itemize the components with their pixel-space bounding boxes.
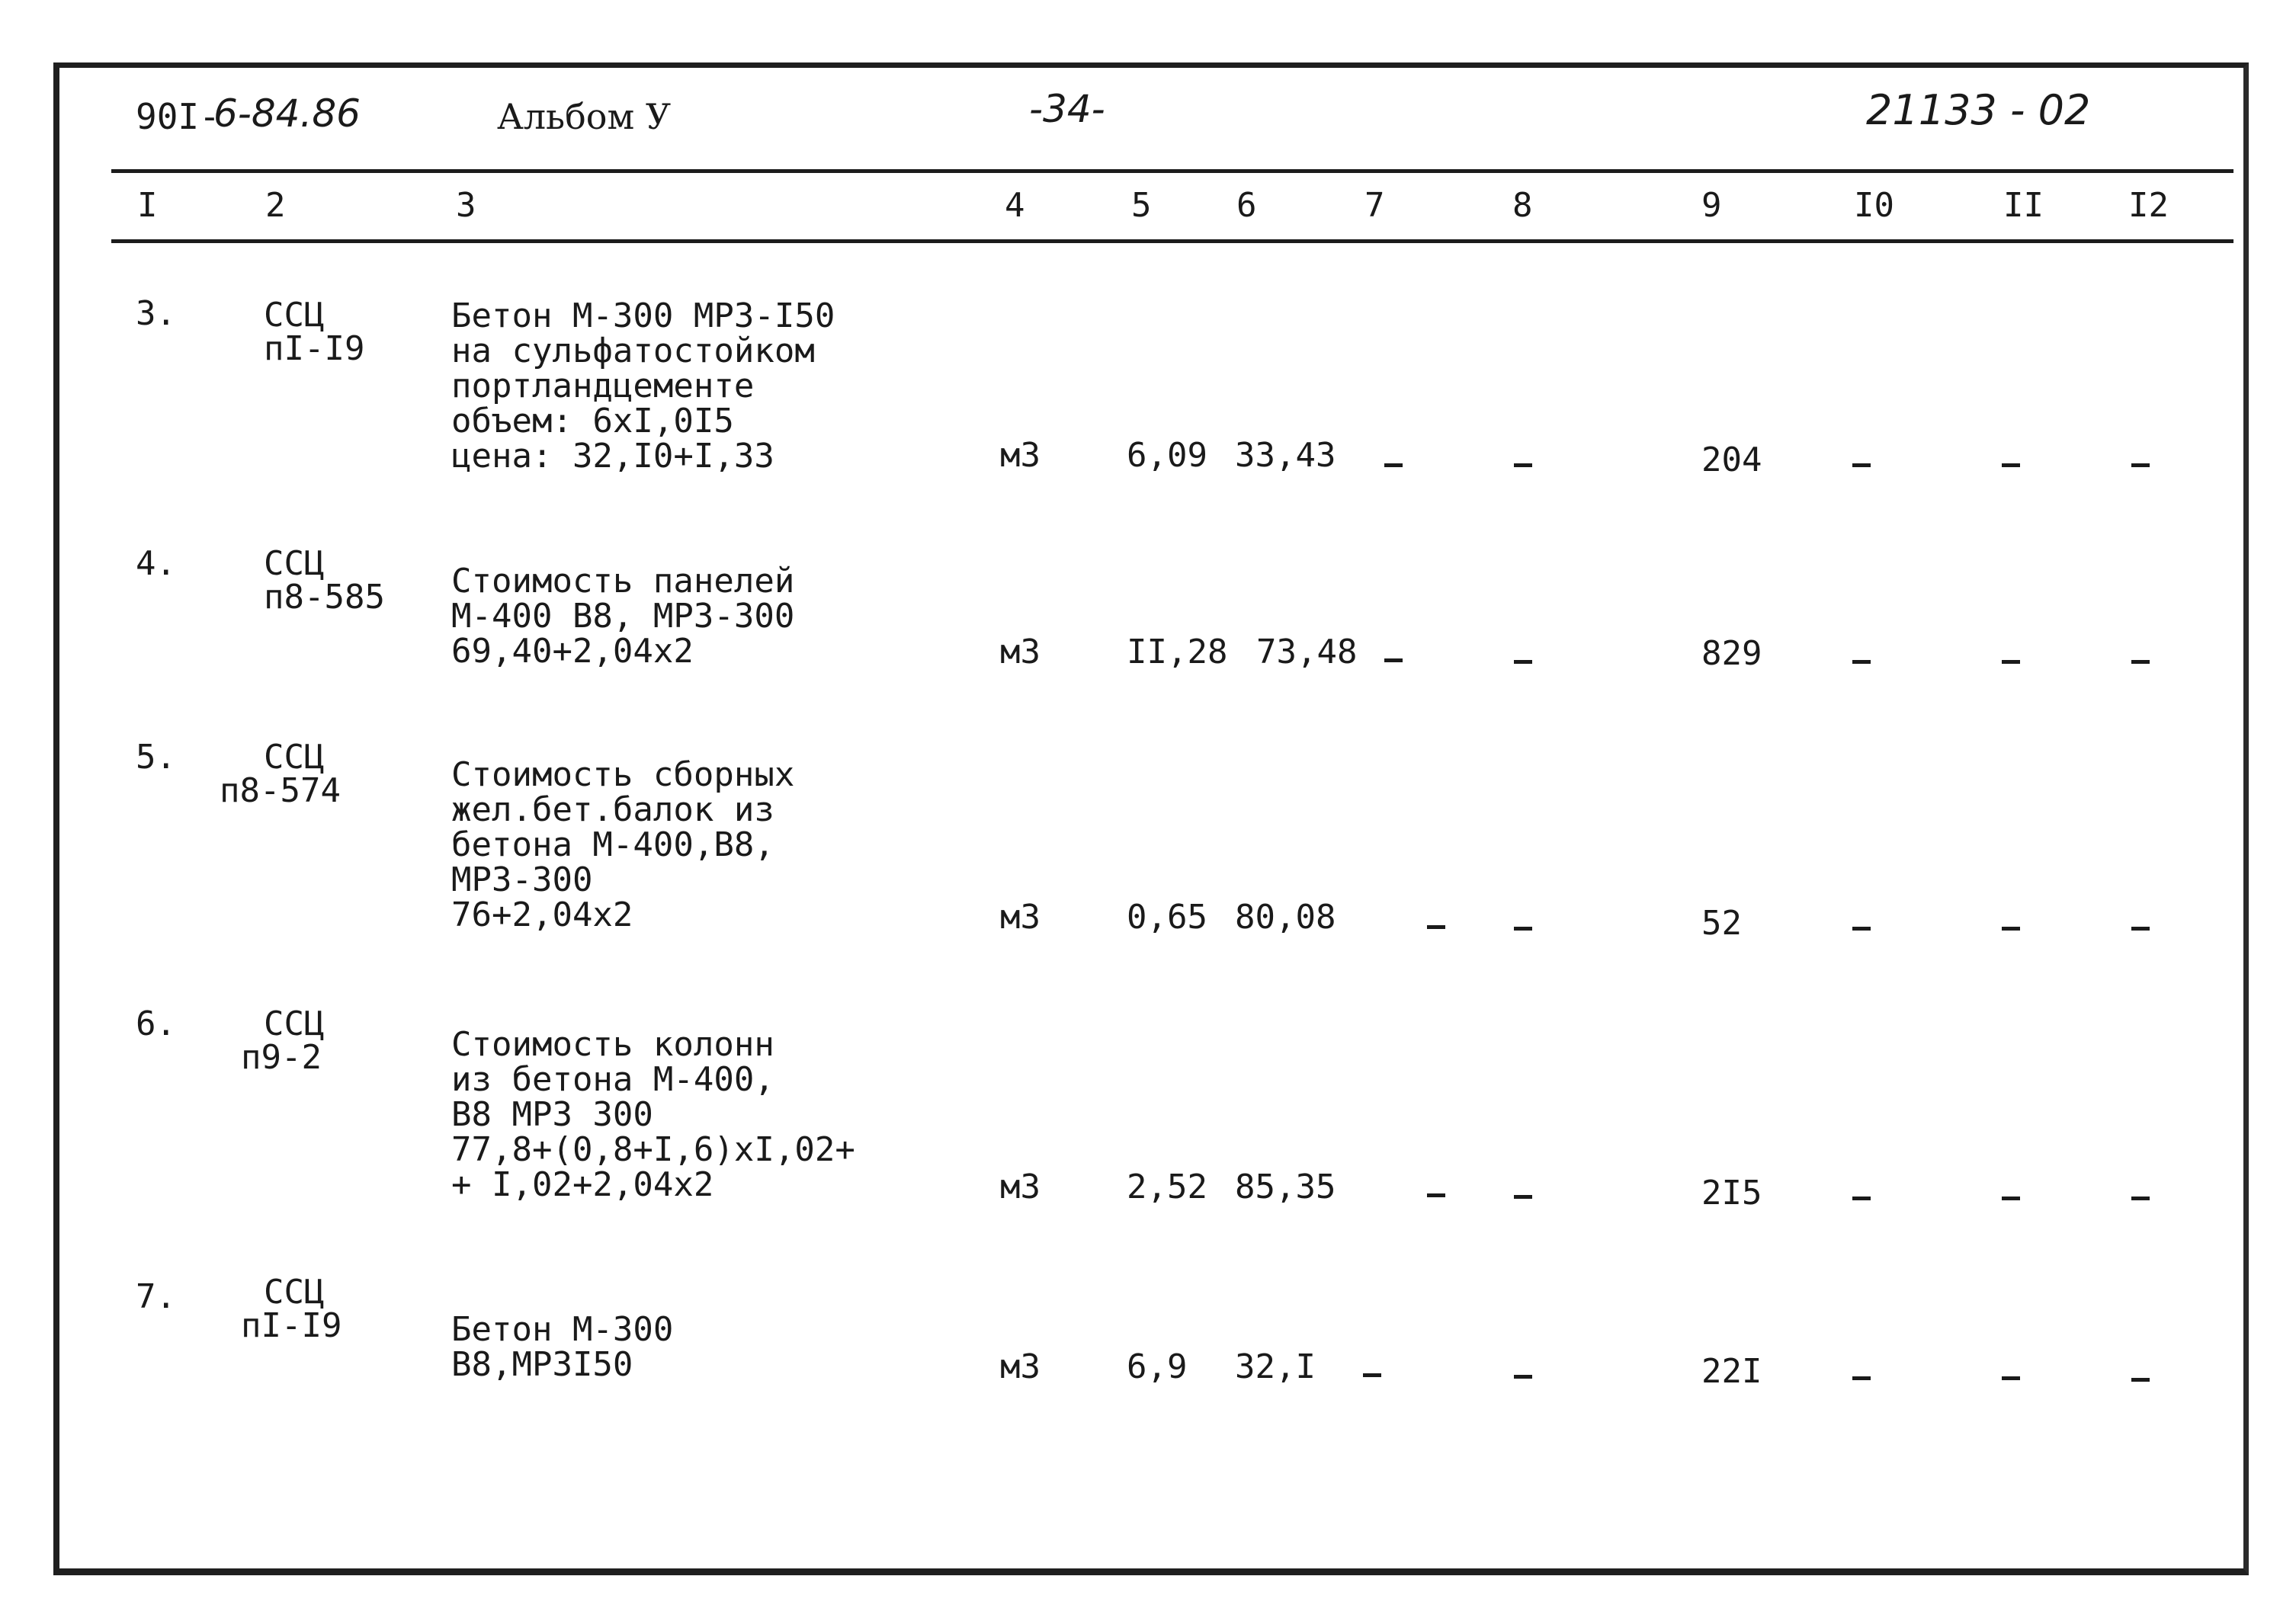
album-title: Альбом У <box>497 96 672 137</box>
empty-cell-dash <box>1427 925 1445 929</box>
price-ref-code: п8-574 <box>220 771 341 810</box>
item-description-line: объем: 6хI,0I5 <box>451 402 734 440</box>
item-description-line: Бетон М-300 <box>451 1310 674 1349</box>
empty-cell-dash <box>1852 463 1871 467</box>
unit-price-cell: 85,35 <box>1235 1168 1336 1206</box>
total-cost-cell: 829 <box>1701 634 1762 673</box>
column-header-6: 6 <box>1236 186 1257 225</box>
item-description-line: Стоимость колонн <box>451 1025 774 1064</box>
price-ref-label: ССЦ <box>264 1004 325 1043</box>
empty-cell-dash <box>2002 1197 2020 1200</box>
quantity-cell: II,28 <box>1127 633 1228 671</box>
empty-cell-dash <box>2131 927 2150 931</box>
column-header-8: 8 <box>1512 186 1533 225</box>
total-cost-cell: 52 <box>1701 904 1742 943</box>
header-rule-bottom <box>111 239 2233 243</box>
item-description-line: на сульфатостойком <box>451 332 815 370</box>
item-description-line: В8,МРЗI50 <box>451 1345 633 1384</box>
empty-cell-dash <box>1427 1193 1445 1197</box>
unit-price-cell: 80,08 <box>1235 898 1336 937</box>
price-ref-code: пI-I9 <box>241 1306 342 1345</box>
column-header-3: 3 <box>456 186 476 225</box>
page-number: -34- <box>1029 87 1105 131</box>
unit-cell: м3 <box>1000 1168 1041 1206</box>
item-description-line: Стоимость сборных <box>451 755 795 794</box>
empty-cell-dash <box>1852 927 1871 931</box>
empty-cell-dash <box>1514 927 1532 931</box>
row-number: 4. <box>136 544 176 583</box>
unit-price-cell: 32,I <box>1235 1347 1316 1386</box>
row-number: 6. <box>136 1004 176 1043</box>
empty-cell-dash <box>2002 927 2020 931</box>
empty-cell-dash <box>1852 660 1871 664</box>
price-ref-label: ССЦ <box>264 1273 325 1312</box>
empty-cell-dash <box>1363 1373 1381 1377</box>
item-description-line: В8 МРЗ 300 <box>451 1095 653 1134</box>
total-cost-cell: 22I <box>1701 1352 1762 1391</box>
quantity-cell: 6,09 <box>1127 436 1207 475</box>
item-description-line: МРЗ-300 <box>451 860 593 899</box>
row-number: 5. <box>136 738 176 777</box>
sheet-code: 21133 - 02 <box>1866 86 2091 134</box>
doc-code-handwritten: 6-84.86 <box>213 91 361 136</box>
empty-cell-dash <box>2002 463 2020 467</box>
unit-cell: м3 <box>1000 436 1041 475</box>
column-header-11: II <box>2003 186 2044 225</box>
item-description-line: Стоимость панелей <box>451 562 795 601</box>
empty-cell-dash <box>1514 1195 1532 1199</box>
price-ref-code: пI-I9 <box>264 329 365 368</box>
price-ref-code: п8-585 <box>264 578 385 617</box>
price-ref-code: п9-2 <box>241 1038 322 1077</box>
price-ref-label: ССЦ <box>264 738 325 777</box>
empty-cell-dash <box>1384 463 1403 467</box>
unit-cell: м3 <box>1000 898 1041 937</box>
row-number: 3. <box>136 294 176 333</box>
column-header-4: 4 <box>1005 186 1025 225</box>
item-description-line: портландцементе <box>451 367 755 405</box>
item-description-line: + I,02+2,04х2 <box>451 1165 714 1204</box>
column-header-5: 5 <box>1131 186 1152 225</box>
empty-cell-dash <box>1384 658 1403 662</box>
quantity-cell: 0,65 <box>1127 898 1207 937</box>
column-header-10: I0 <box>1854 186 1894 225</box>
empty-cell-dash <box>1514 463 1532 467</box>
doc-code-printed: 90I- <box>136 96 220 137</box>
empty-cell-dash <box>1514 660 1532 664</box>
item-description-line: 77,8+(0,8+I,6)хI,02+ <box>451 1130 855 1169</box>
header-rule-top <box>111 169 2233 173</box>
quantity-cell: 2,52 <box>1127 1168 1207 1206</box>
column-header-9: 9 <box>1701 186 1722 225</box>
unit-price-cell: 73,48 <box>1256 633 1358 671</box>
empty-cell-dash <box>2002 660 2020 664</box>
unit-cell: м3 <box>1000 633 1041 671</box>
item-description-line: бетона М-400,В8, <box>451 825 774 864</box>
column-header-2: 2 <box>265 186 286 225</box>
column-header-7: 7 <box>1364 186 1385 225</box>
empty-cell-dash <box>1852 1376 1871 1380</box>
item-description-line: Бетон М-300 МРЗ-I50 <box>451 296 835 335</box>
empty-cell-dash <box>2131 463 2150 467</box>
empty-cell-dash <box>2131 660 2150 664</box>
quantity-cell: 6,9 <box>1127 1347 1188 1386</box>
item-description-line: из бетона М-400, <box>451 1060 774 1099</box>
item-description-line: жел.бет.балок из <box>451 790 774 829</box>
empty-cell-dash <box>2131 1378 2150 1382</box>
unit-price-cell: 33,43 <box>1235 436 1336 475</box>
empty-cell-dash <box>2002 1376 2020 1380</box>
total-cost-cell: 204 <box>1701 440 1762 479</box>
price-ref-label: ССЦ <box>264 544 325 583</box>
empty-cell-dash <box>1514 1375 1532 1379</box>
item-description-line: цена: 32,I0+I,33 <box>451 437 774 476</box>
item-description-line: 69,40+2,04х2 <box>451 632 694 671</box>
item-description-line: 76+2,04х2 <box>451 895 633 934</box>
total-cost-cell: 2I5 <box>1701 1174 1762 1213</box>
item-description-line: М-400 В8, МРЗ-300 <box>451 597 795 636</box>
unit-cell: м3 <box>1000 1347 1041 1386</box>
empty-cell-dash <box>1852 1197 1871 1200</box>
column-header-1: I <box>137 186 158 225</box>
row-number: 7. <box>136 1277 176 1316</box>
price-ref-label: ССЦ <box>264 296 325 335</box>
empty-cell-dash <box>2131 1197 2150 1200</box>
column-header-12: I2 <box>2128 186 2169 225</box>
